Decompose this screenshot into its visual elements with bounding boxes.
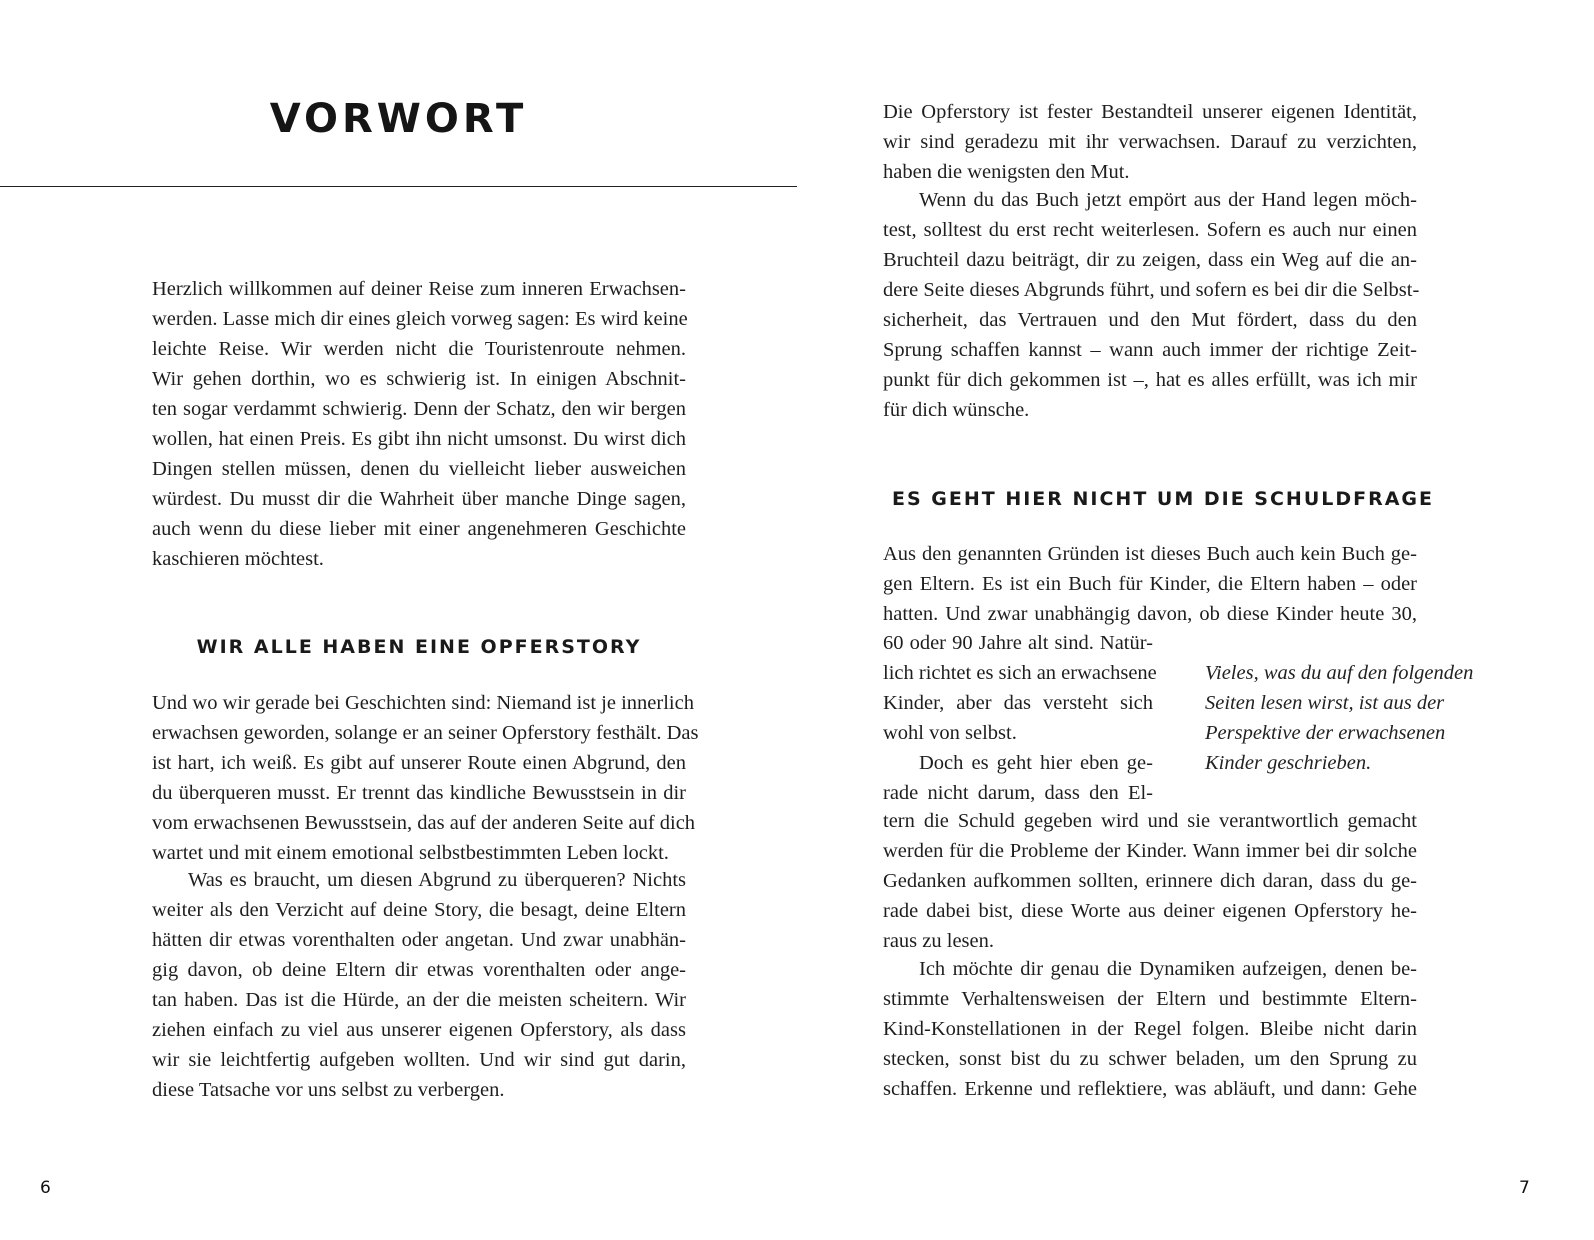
text-line: würdest. Du musst dir die Wahrheit über manche Dinge sagen, [152, 488, 686, 510]
text-line: Doch es geht hier eben ge- [919, 752, 1153, 774]
title-divider [0, 186, 797, 187]
text-line: weiter als den Verzicht auf deine Story, die besagt, deine Eltern [152, 899, 686, 921]
quote-line: Seiten lesen wirst, ist aus der [1205, 692, 1445, 714]
section-heading: ES GEHT HIER NICHT UM DIE SCHULDFRAGE [891, 488, 1435, 510]
section-paragraph-1 [152, 688, 699, 868]
text-line: ten sogar verdammt schwierig. Denn der Schatz, den wir bergen [152, 398, 686, 420]
page-number-right: 7 [1519, 1178, 1530, 1198]
text-line: vom erwachsenen Bewusstsein, das auf der anderen Seite auf dich [152, 812, 696, 834]
quote-line: Vieles, was du auf den folgenden [1205, 662, 1474, 684]
text-line: ist hart, ich weiß. Es gibt auf unserer Route einen Abgrund, den [152, 752, 686, 774]
quote-line: Kinder geschrieben. [1205, 752, 1372, 774]
text-line: ziehen einfach zu viel aus unserer eigenen Opferstory, als dass [152, 1019, 686, 1041]
paragraph-3-narrow [883, 628, 1157, 808]
text-line: schaffen. Erkenne und reflektiere, was abläuft, und dann: Gehe [883, 1078, 1417, 1100]
text-line: raus zu lesen. [883, 930, 994, 952]
text-line: werden. Lasse mich dir eines gleich vorweg sagen: Es wird keine [152, 308, 688, 330]
text-line: stimmte Verhaltensweisen der Eltern und bestimmte Eltern- [883, 988, 1417, 1010]
paragraph-3 [883, 539, 1417, 629]
text-line: Kinder, aber das versteht sich [883, 692, 1153, 714]
section-heading: WIR ALLE HABEN EINE OPFERSTORY [196, 636, 642, 658]
text-line: wir sie leichtfertig aufgeben wollten. Und wir sind gut darin, [152, 1049, 686, 1071]
paragraph-5 [883, 954, 1417, 1104]
text-line: wir sind geradezu mit ihr verwachsen. Darauf zu verzichten, [883, 131, 1417, 153]
text-line: Wir gehen dorthin, wo es schwierig ist. In einigen Abschnit- [152, 368, 686, 390]
text-line: lich richtet es sich an erwachsene [883, 662, 1157, 684]
text-line: wohl von selbst. [883, 722, 1017, 744]
text-line: Ich möchte dir genau die Dynamiken aufzeigen, denen be- [919, 958, 1417, 980]
text-line: rade nicht darum, dass den El- [883, 782, 1153, 804]
text-line: werden für die Probleme der Kinder. Wann immer bei dir solche [883, 840, 1417, 862]
text-line: 60 oder 90 Jahre alt sind. Natür- [883, 632, 1153, 654]
text-line: dere Seite dieses Abgrunds führt, und sofern es bei dir die Selbst- [883, 279, 1420, 301]
text-line: hätten dir etwas vorenthalten oder angetan. Und zwar unabhän- [152, 929, 686, 951]
text-line: rade dabei bist, diese Worte aus deiner eigenen Opferstory he- [883, 900, 1417, 922]
text-line: test, solltest du erst recht weiterlesen. Sofern es auch nur einen [883, 219, 1417, 241]
text-line: gig davon, ob deine Eltern dir etwas vorenthalten oder ange- [152, 959, 686, 981]
text-line: erwachsen geworden, solange er an seiner Opferstory festhält. Das [152, 722, 699, 744]
section-paragraph-2 [152, 865, 686, 1105]
text-line: leichte Reise. Wir werden nicht die Touristenroute nehmen. [152, 338, 686, 360]
text-line: stecken, sonst bist du zu schwer beladen, um den Sprung zu [883, 1048, 1417, 1070]
chapter-title: VORWORT [269, 96, 528, 142]
text-line: diese Tatsache vor uns selbst zu verbergen. [152, 1079, 505, 1101]
text-line: tern die Schuld gegeben wird und sie verantwortlich gemacht [883, 810, 1417, 832]
text-line: wollen, hat einen Preis. Es gibt ihn nicht umsonst. Du wirst dich [152, 428, 686, 450]
text-line: Sprung schaffen kannst – wann auch immer der richtige Zeit- [883, 339, 1417, 361]
text-line: sicherheit, das Vertrauen und den Mut fördert, dass du den [883, 309, 1417, 331]
text-line: Wenn du das Buch jetzt empört aus der Hand legen möch- [919, 189, 1417, 211]
text-line: Was es braucht, um diesen Abgrund zu überqueren? Nichts [188, 869, 686, 891]
right-page [797, 0, 1594, 1240]
text-line: du überqueren musst. Er trennt das kindliche Bewusstsein in dir [152, 782, 686, 804]
pull-quote [1205, 658, 1505, 778]
text-line: kaschieren möchtest. [152, 548, 324, 570]
paragraph-1 [883, 97, 1417, 187]
text-line: für dich wünsche. [883, 399, 1030, 421]
text-line: auch wenn du diese lieber mit einer angenehmeren Geschichte [152, 518, 686, 540]
text-line: punkt für dich gekommen ist –, hat es alles erfüllt, was ich mir [883, 369, 1417, 391]
page-number-left: 6 [40, 1178, 51, 1198]
text-line: Dingen stellen müssen, denen du vielleicht lieber ausweichen [152, 458, 686, 480]
paragraph-4 [883, 806, 1417, 956]
quote-line: Perspektive der erwachsenen [1205, 722, 1446, 744]
text-line: Die Opferstory ist fester Bestandteil unserer eigenen Identität, [883, 101, 1417, 123]
text-line: tan haben. Das ist die Hürde, an der die meisten scheitern. Wir [152, 989, 686, 1011]
text-line: Bruchteil dazu beiträgt, dir zu zeigen, dass ein Weg auf die an- [883, 249, 1417, 271]
text-line: Und wo wir gerade bei Geschichten sind: Niemand ist je innerlich [152, 692, 694, 714]
text-line: Herzlich willkommen auf deiner Reise zum inneren Erwachsen- [152, 278, 686, 300]
text-line: gen Eltern. Es ist ein Buch für Kinder, die Eltern haben – oder [883, 573, 1417, 595]
text-line: haben die wenigsten den Mut. [883, 161, 1130, 183]
intro-paragraph [152, 274, 686, 574]
text-line: wartet und mit einem emotional selbstbestimmten Leben lockt. [152, 842, 669, 864]
text-line: Kind-Konstellationen in der Regel folgen. Bleibe nicht darin [883, 1018, 1417, 1040]
paragraph-2 [883, 185, 1420, 425]
text-line: Aus den genannten Gründen ist dieses Buch auch kein Buch ge- [883, 543, 1417, 565]
text-line: Gedanken aufkommen sollten, erinnere dich daran, dass du ge- [883, 870, 1417, 892]
text-line: hatten. Und zwar unabhängig davon, ob diese Kinder heute 30, [883, 603, 1417, 625]
